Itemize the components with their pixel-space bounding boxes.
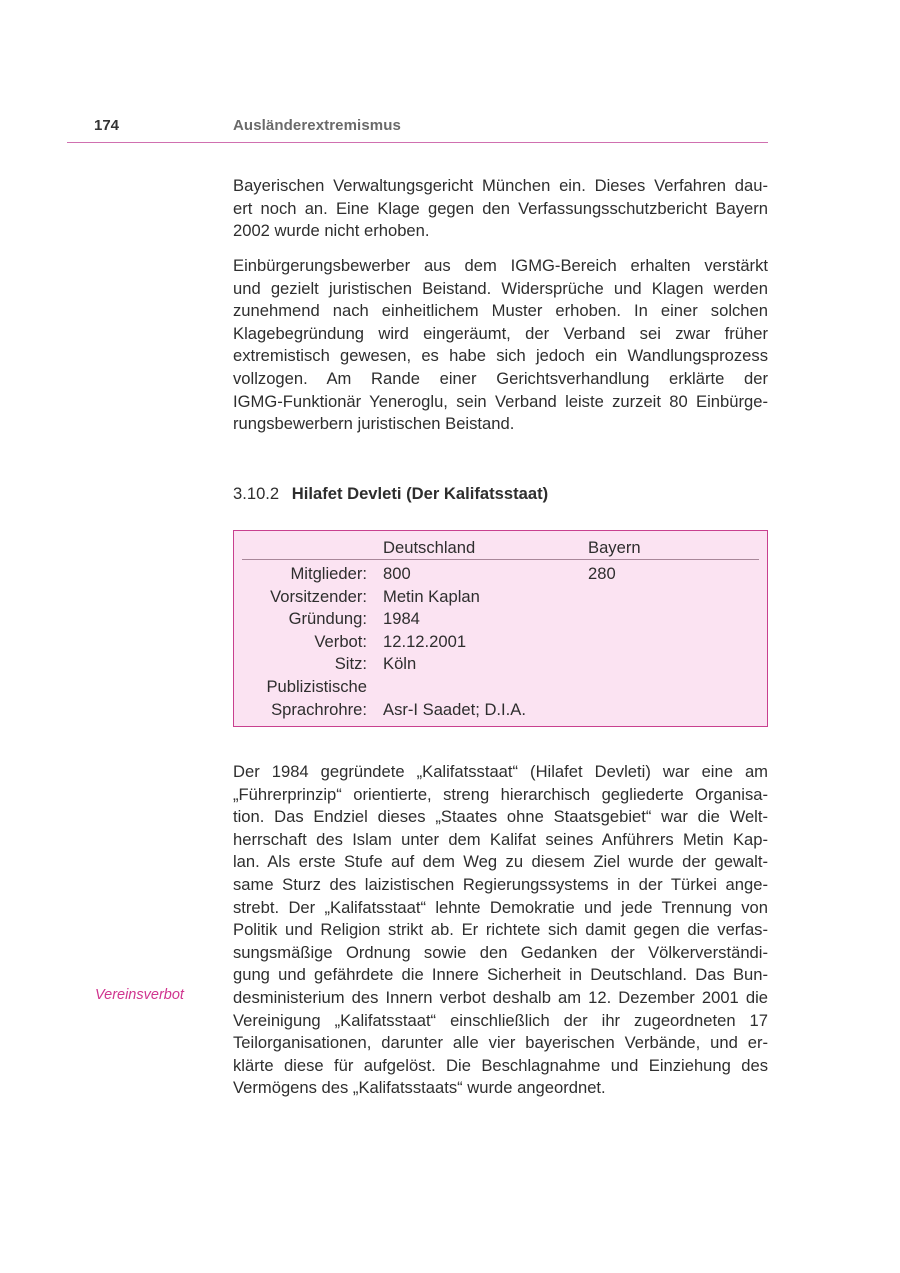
section-number: 3.10.2 [233, 484, 280, 503]
fact-value-deutschland: Köln [383, 654, 417, 674]
section-heading [233, 484, 548, 504]
fact-row [234, 608, 767, 631]
text-line: same Sturz des laizistischen Regierungssystems in der Türkei ange- [233, 874, 768, 894]
text-line: sungsmäßige Ordnung sowie den Gedanken der Völkerverständi- [233, 942, 768, 962]
paragraph-3 [233, 761, 768, 1100]
fact-row [234, 699, 767, 722]
text-line: ert noch an. Eine Klage gegen den Verfassungsschutzbericht Bayern [233, 198, 768, 218]
text-line: 2002 wurde nicht erhoben. [233, 221, 430, 241]
text-line: Politik und Religion strikt ab. Er richtete sich damit gegen die verfas- [233, 920, 768, 940]
text-line: Einbürgerungsbewerber aus dem IGMG-Bereich erhalten verstärkt [233, 256, 768, 275]
running-title: Ausländerextremismus [233, 117, 401, 134]
paragraph-2 [233, 255, 768, 436]
fact-label: Sitz: [334, 654, 367, 674]
fact-row [234, 563, 767, 586]
text-line: strebt. Der „Kalifatsstaat“ lehnte Demokratie und jede Trennung von [233, 897, 768, 917]
fact-value-deutschland: Metin Kaplan [383, 586, 480, 606]
page-number: 174 [94, 117, 120, 134]
text-line: Der 1984 gegründete „Kalifatsstaat“ (Hilafet Devleti) war eine am [233, 762, 768, 781]
text-line: desministerium des Innern verbot deshalb am 12. Dezember 2001 die [233, 987, 768, 1007]
text-line: klärte diese für aufgelöst. Die Beschlagnahme und Einziehung des [233, 1055, 768, 1075]
fact-value-deutschland: 12.12.2001 [383, 631, 467, 651]
fact-box [233, 530, 768, 727]
text-line: vollzogen. Am Rande einer Gerichtsverhandlung erklärte der [233, 368, 768, 388]
section-title: Hilafet Devleti (Der Kalifatsstaat) [291, 484, 549, 503]
text-line: und gezielt juristischen Beistand. Widersprüche und Klagen werden [233, 278, 768, 298]
fact-row [234, 653, 767, 676]
fact-label: Publizistische [266, 677, 367, 696]
text-line: Bayerischen Verwaltungsgericht München ein. Dieses Verfahren dau- [233, 176, 768, 195]
text-line: Vermögens des „Kalifatsstaats“ wurde angeordnet. [233, 1078, 606, 1098]
column-header-deutschland: Deutschland [383, 538, 476, 557]
fact-label: Mitglieder: [290, 564, 367, 583]
column-header-bayern: Bayern [588, 538, 641, 557]
fact-value-deutschland: 800 [383, 564, 411, 583]
fact-label: Verbot: [314, 631, 367, 651]
text-line: Teilorganisationen, darunter alle vier bayerischen Verbände, und er- [233, 1033, 768, 1053]
fact-label: Sprachrohre: [271, 699, 367, 719]
fact-value-deutschland: Asr-I Saadet; D.I.A. [383, 699, 526, 719]
paragraph-1 [233, 175, 768, 243]
text-line: „Führerprinzip“ orientierte, streng hierarchisch gegliederte Organisa- [233, 784, 768, 804]
running-header [67, 114, 768, 143]
margin-note-vereinsverbot: Vereinsverbot [95, 987, 184, 1003]
text-line: gung und gefährdete die Innere Sicherheit in Deutschland. Das Bun- [233, 965, 768, 985]
text-line: herrschaft des Islam unter dem Kalifat seines Anführers Metin Kap- [233, 829, 768, 849]
fact-label: Gründung: [288, 609, 367, 629]
text-line: rungsbewerbern juristischen Beistand. [233, 414, 515, 434]
text-line: tion. Das Endziel dieses „Staates ohne Staatsgebiet“ war die Welt- [233, 807, 768, 827]
fact-box-header [242, 537, 759, 560]
text-line: extremistisch gewesen, es habe sich jedoch ein Wandlungsprozess [233, 346, 768, 366]
text-line: zunehmend nach einheitlichem Muster erhoben. In einer solchen [233, 301, 768, 321]
fact-row [234, 631, 767, 654]
fact-row [234, 676, 767, 699]
text-line: lan. Als erste Stufe auf dem Weg zu diesem Ziel wurde der gewalt- [233, 852, 768, 872]
text-line: Klagebegründung wird eingeräumt, der Verband sei zwar früher [233, 323, 768, 343]
fact-value-deutschland: 1984 [383, 609, 420, 629]
fact-row [234, 586, 767, 609]
fact-value-bayern: 280 [588, 564, 616, 583]
fact-label: Vorsitzender: [270, 586, 367, 606]
text-line: IGMG-Funktionär Yeneroglu, sein Verband leiste zurzeit 80 Einbürge- [233, 391, 768, 411]
text-line: Vereinigung „Kalifatsstaat“ einschließlich der ihr zugeordneten 17 [233, 1010, 768, 1030]
